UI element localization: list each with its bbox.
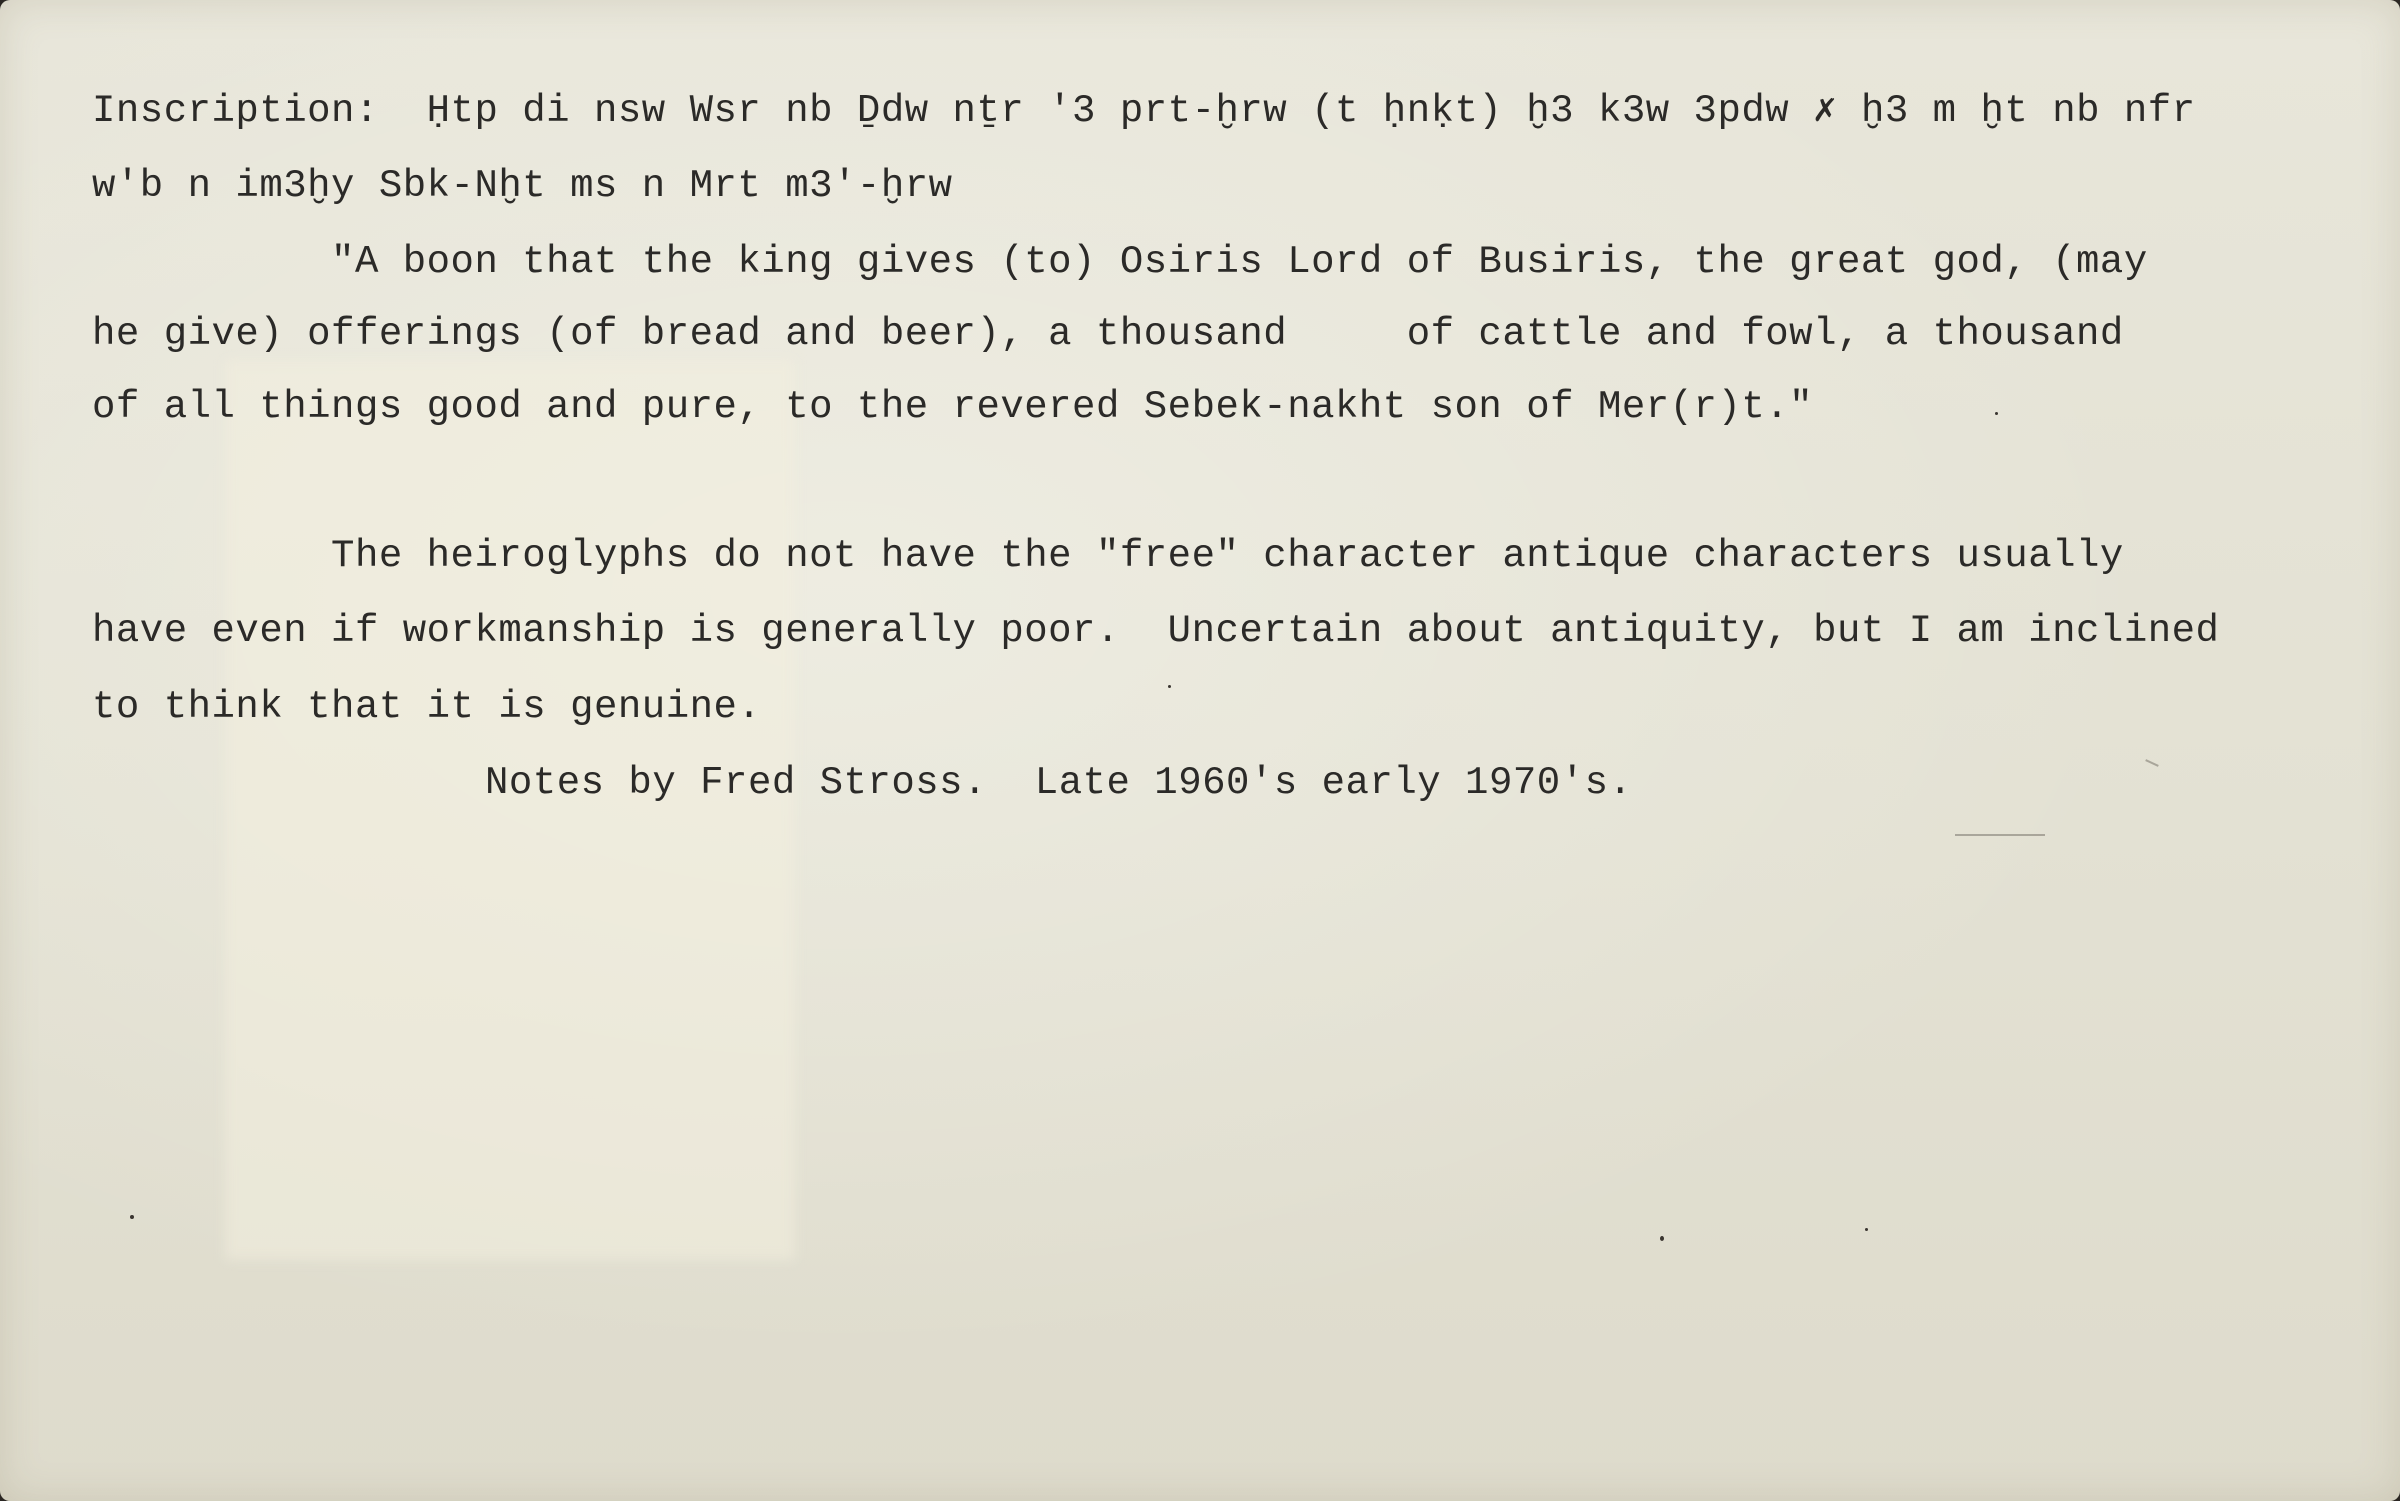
notes-line-1: The heiroglyphs do not have the "free" character antique characters usually: [92, 534, 2124, 578]
paper-smudge: [2145, 759, 2159, 767]
translation-line-1: "A boon that the king gives (to) Osiris Lord of Busiris, the great god, (may: [92, 240, 2148, 284]
notes-line-2: have even if workmanship is generally poor. Uncertain about antiquity, but I am inclined: [92, 609, 2220, 653]
paper-speck: [1995, 412, 1998, 415]
paper-speck: [1865, 1228, 1868, 1231]
signature-line: Notes by Fred Stross. Late 1960's early 1970's.: [485, 761, 1633, 805]
paper-speck: [1168, 685, 1171, 688]
translation-line-3: of all things good and pure, to the revered Sebek-nakht son of Mer(r)t.": [92, 385, 1814, 429]
inscription-line-1: Inscription: Ḥtp di nsw Wsr nb Ḏdw nṯr '3 prt-ḫrw (t ḥnḳt) ḫ3 k3w 3pdw ✗ ḫ3 m ḫt nb nfr: [92, 89, 2196, 133]
paper-smudge: [1955, 834, 2045, 836]
notes-line-3: to think that it is genuine.: [92, 685, 762, 729]
inscription-line-2: w'b n im3ḫy Sbk-Nḫt ms n Mrt m3'-ḫrw: [92, 164, 953, 208]
card-pale-patch: [225, 360, 795, 1260]
paper-speck: [1660, 1236, 1664, 1241]
paper-speck: [130, 1215, 134, 1219]
translation-line-2: he give) offerings (of bread and beer), a thousand of cattle and fowl, a thousand: [92, 312, 2124, 356]
